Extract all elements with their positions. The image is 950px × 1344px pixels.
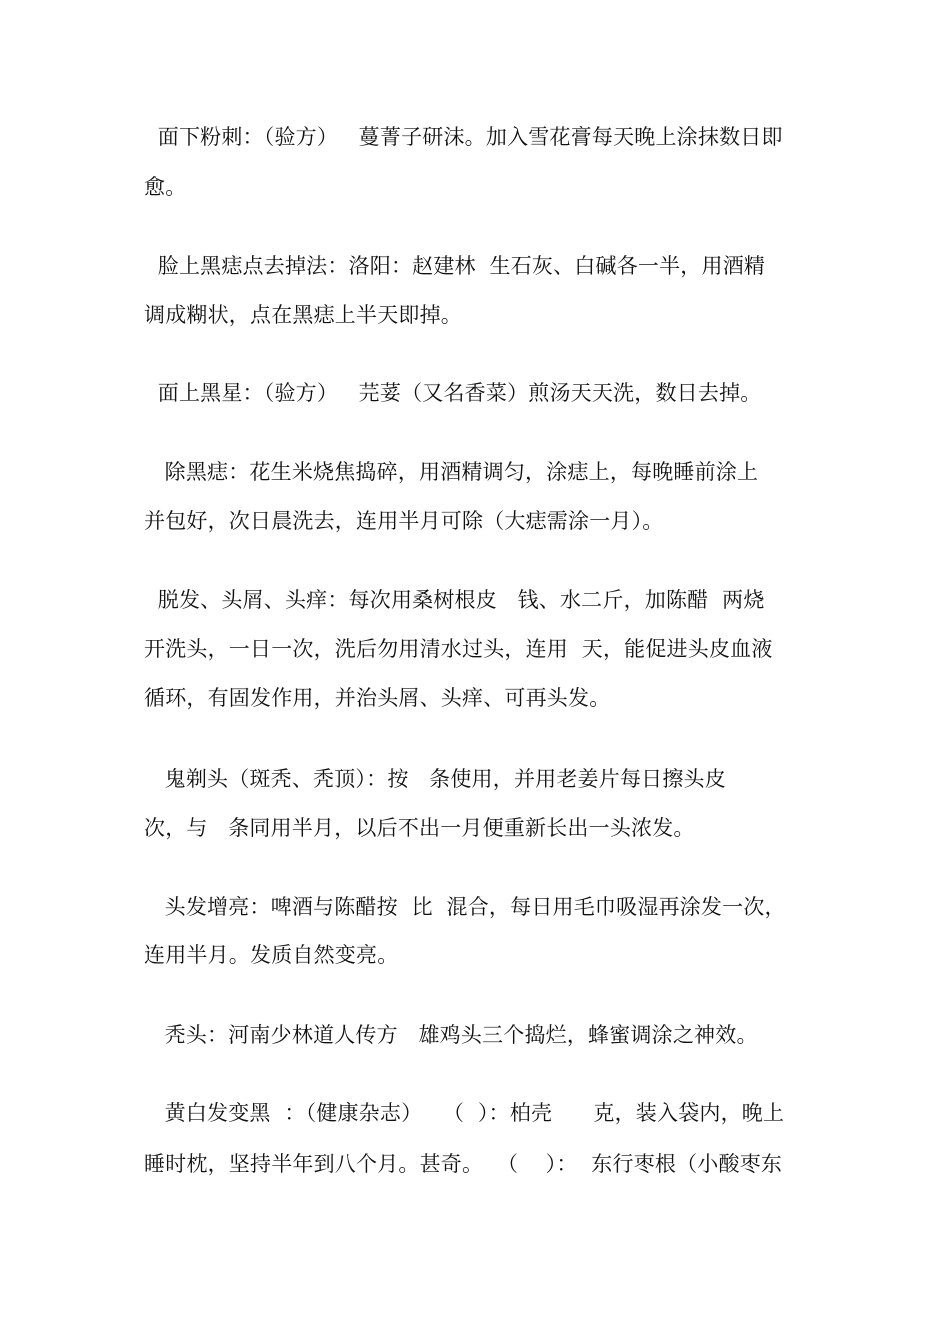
paragraph-line: 面上黑星：（验方） 芫荽（又名香菜）煎汤天天洗，数日去掉。	[144, 381, 762, 405]
paragraph-line: 面下粉刺：（验方） 蔓菁子研沫。加入雪花膏每天晚上涂抹数日即	[144, 125, 783, 149]
paragraph-line: 连用半月。发质自然变亮。	[144, 943, 399, 967]
paragraph-line: 脸上黑痣点去掉法：洛阳：赵建林 生石灰、白碱各一半，用酒精	[144, 254, 766, 278]
paragraph-line: 循环，有固发作用，并治头屑、头痒、可再头发。	[144, 686, 611, 710]
paragraph-line: 并包好，次日晨洗去，连用半月可除（大痣需涂一月）。	[144, 509, 664, 533]
paragraph-line: 开洗头，一日一次，洗后勿用清水过头，连用 天，能促进头皮血液	[144, 637, 773, 661]
paragraph-line: 鬼剃头（斑秃、秃顶）：按 条使用，并用老姜片每日擦头皮	[144, 767, 726, 791]
paragraph-line: 睡时枕，坚持半年到八个月。甚奇。 （ ）： 东行枣根（小酸枣东	[144, 1152, 783, 1176]
paragraph-line: 次，与 条同用半月，以后不出一月便重新长出一头浓发。	[144, 816, 695, 840]
paragraph-line: 调成糊状，点在黑痣上半天即掉。	[144, 303, 462, 327]
paragraph-line: 黄白发变黑 ：（健康杂志） （ ）：柏壳 克，装入袋内，晚上	[144, 1101, 785, 1125]
paragraph-line: 除黑痣：花生米烧焦捣碎，用酒精调匀，涂痣上，每晚睡前涂上	[144, 460, 759, 484]
paragraph-line: 脱发、头屑、头痒：每次用桑树根皮 钱、水二斤，加陈醋 两烧	[144, 588, 765, 612]
paragraph-line: 头发增亮：啤酒与陈醋按 比 混合，每日用毛巾吸湿再涂发一次，	[144, 895, 786, 919]
paragraph-line: 愈。	[144, 175, 187, 199]
paragraph-line: 秃头：河南少林道人传方 雄鸡头三个捣烂，蜂蜜调涂之神效。	[144, 1023, 758, 1047]
